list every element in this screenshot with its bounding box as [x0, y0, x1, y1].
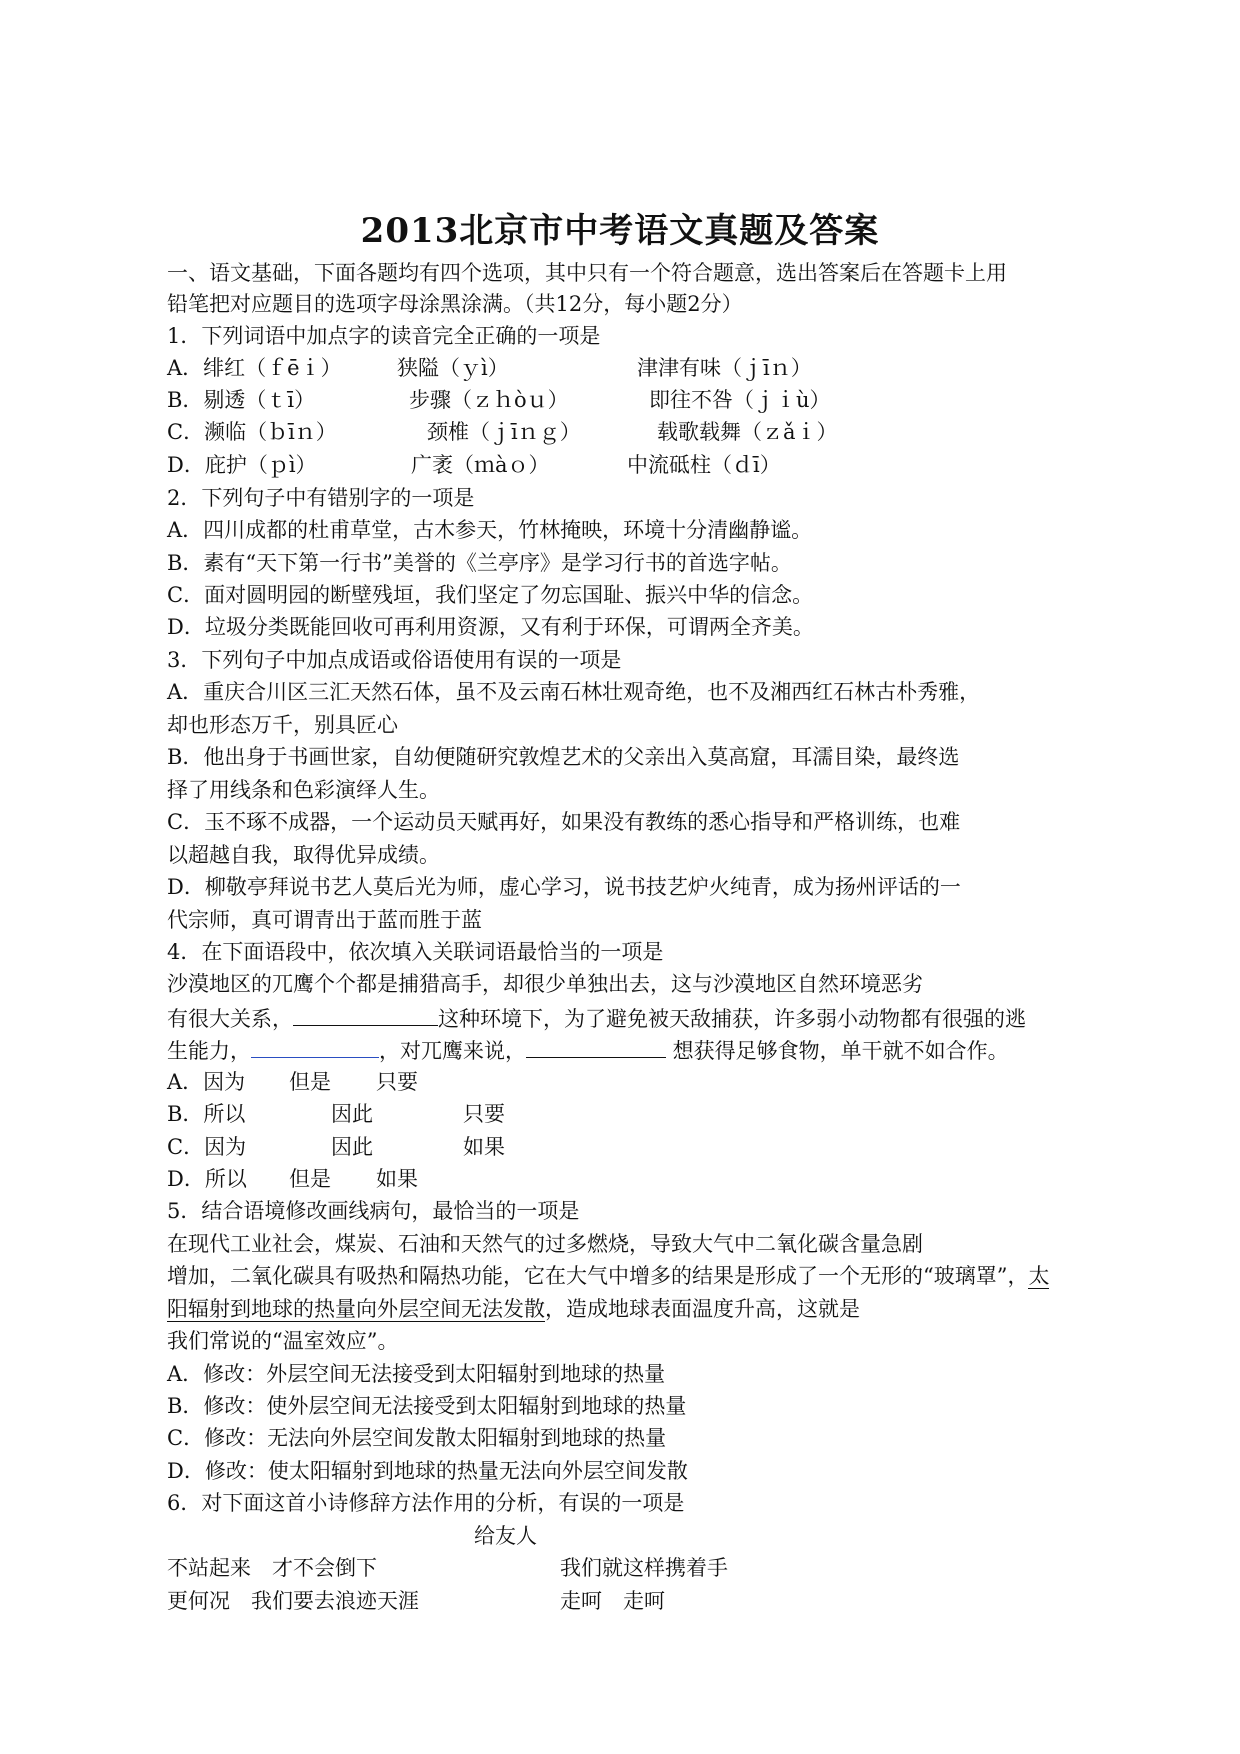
poem-line: 更何况 我们要去浪迹天涯 [167, 1589, 419, 1613]
question-stem: 1．下列词语中加点字的读音完全正确的一项是 [167, 324, 601, 348]
passage-text: 生能力， [167, 1039, 251, 1063]
option-c-word: 因此 [331, 1135, 373, 1159]
question-stem: 6．对下面这首小诗修辞方法作用的分析，有误的一项是 [167, 1491, 685, 1515]
question-stem: 2．下列句子中有错别字的一项是 [167, 486, 475, 510]
passage-line [167, 1295, 860, 1323]
option-a: A．修改：外层空间无法接受到太阳辐射到地球的热量 [167, 1362, 666, 1386]
option-b-word: 只要 [463, 1102, 505, 1126]
option-a-word: 狭隘（ｙì） [397, 356, 509, 380]
option-b: B．剔透（ｔī） [167, 388, 316, 412]
option-b: B．他出身于书画世家，自幼便随研究敦煌艺术的父亲出入莫高窟，耳濡目染，最终选 [167, 745, 960, 769]
option-b: B．素有“天下第一行书”美誉的《兰亭序》是学习行书的首选字帖。 [167, 551, 792, 575]
option-a: A．绯红（ｆēｉ） [167, 356, 342, 380]
option-a-cont: 却也形态万千，别具匠心 [167, 713, 398, 737]
option-d: D．所以 [167, 1167, 247, 1191]
passage-line: 在现代工业社会，煤炭、石油和天然气的过多燃烧，导致大气中二氧化碳含量急剧 [167, 1232, 923, 1256]
fill-blank-3 [526, 1035, 666, 1058]
option-d: D．柳敬亭拜说书艺人莫后光为师，虚心学习，说书技艺炉火纯青，成为扬州评话的一 [167, 875, 961, 899]
passage-line [167, 1003, 1026, 1033]
option-d-word: 广袤（ｍàｏ） [411, 453, 550, 477]
option-a-word: 只要 [376, 1070, 418, 1094]
intro-line: 一、语文基础，下面各题均有四个选项，其中只有一个符合题意，选出答案后在答题卡上用 [167, 261, 1007, 285]
poem-title: 给友人 [474, 1524, 537, 1548]
passage-text: 有很大关系， [167, 1007, 293, 1031]
passage-line [167, 1262, 1049, 1290]
option-b: B．所以 [167, 1102, 246, 1126]
option-b-word: 因此 [331, 1102, 373, 1126]
option-d: D．垃圾分类既能回收可再利用资源，又有利于环保，可谓两全齐美。 [167, 615, 814, 639]
option-c: C．濒临（ｂīｎ） [167, 420, 337, 444]
option-d-word: 中流砥柱（ｄī） [627, 453, 781, 477]
option-c-word: 颈椎（ｊīｎｇ） [427, 420, 581, 444]
page-title: 2013北京市中考语文真题及答案 [360, 211, 880, 251]
fill-blank-2 [251, 1035, 379, 1058]
option-c: C．因为 [167, 1135, 247, 1159]
question-stem: 5．结合语境修改画线病句，最恰当的一项是 [167, 1199, 580, 1223]
underlined-sentence: 阳辐射到地球的热量向外层空间无法发散 [167, 1297, 545, 1321]
passage-text: 增加，二氧化碳具有吸热和隔热功能，它在大气中增多的结果是形成了一个无形的“玻璃罩”， [167, 1264, 1029, 1288]
option-d-word: 如果 [376, 1167, 418, 1191]
option-b-word: 步骤（ｚｈòｕ） [409, 388, 569, 412]
passage-text: ，对兀鹰来说， [379, 1039, 526, 1063]
option-a-word: 津津有味（ｊīｎ） [637, 356, 812, 380]
poem-line: 走呵 走呵 [560, 1589, 665, 1613]
question-stem: 3．下列句子中加点成语或俗语使用有误的一项是 [167, 648, 622, 672]
option-a: A．重庆合川区三汇天然石体，虽不及云南石林壮观奇绝，也不及湘西红石林古朴秀雅， [167, 680, 981, 704]
option-b-word: 即往不咎（ｊｉù） [649, 388, 831, 412]
option-c-word: 载歌载舞（ｚǎｉ） [657, 420, 838, 444]
poem-line: 不站起来 才不会倒下 [167, 1556, 377, 1580]
passage-text: 这种环境下，为了避免被天敌捕获，许多弱小动物都有很强的逃 [438, 1007, 1026, 1031]
option-c: C．玉不琢不成器，一个运动员天赋再好，如果没有教练的悉心指导和严格训练，也难 [167, 810, 961, 834]
option-a: A．因为 [167, 1070, 246, 1094]
passage-line: 我们常说的“温室效应”。 [167, 1329, 399, 1353]
passage-line [167, 1035, 1009, 1065]
underlined-sentence: 太 [1028, 1264, 1050, 1288]
passage-text: ，造成地球表面温度升高，这就是 [545, 1297, 860, 1321]
option-c: C．修改：无法向外层空间发散太阳辐射到地球的热量 [167, 1426, 667, 1450]
passage-line: 沙漠地区的兀鹰个个都是捕猎高手，却很少单独出去，这与沙漠地区自然环境恶劣 [167, 972, 923, 996]
fill-blank-1 [293, 1003, 438, 1026]
option-a: A．四川成都的杜甫草堂，古木参天，竹林掩映，环境十分清幽静谧。 [167, 518, 813, 542]
option-c-cont: 以超越自我，取得优异成绩。 [167, 843, 440, 867]
option-d: D．庇护（ｐì） [167, 453, 317, 477]
option-a-word: 但是 [289, 1070, 331, 1094]
option-d-word: 但是 [289, 1167, 331, 1191]
intro-line: 铅笔把对应题目的选项字母涂黑涂满。（共12分，每小题2分） [167, 292, 743, 316]
question-stem: 4．在下面语段中，依次填入关联词语最恰当的一项是 [167, 940, 664, 964]
option-b: B．修改：使外层空间无法接受到太阳辐射到地球的热量 [167, 1394, 687, 1418]
option-b-cont: 择了用线条和色彩演绎人生。 [167, 778, 440, 802]
option-d: D．修改：使太阳辐射到地球的热量无法向外层空间发散 [167, 1459, 688, 1483]
option-c-word: 如果 [463, 1135, 505, 1159]
passage-text: 想获得足够食物，单干就不如合作。 [666, 1039, 1009, 1063]
option-c: C．面对圆明园的断壁残垣，我们坚定了勿忘国耻、振兴中华的信念。 [167, 583, 814, 607]
poem-line: 我们就这样携着手 [560, 1556, 728, 1580]
option-d-cont: 代宗师，真可谓青出于蓝而胜于蓝 [167, 908, 482, 932]
